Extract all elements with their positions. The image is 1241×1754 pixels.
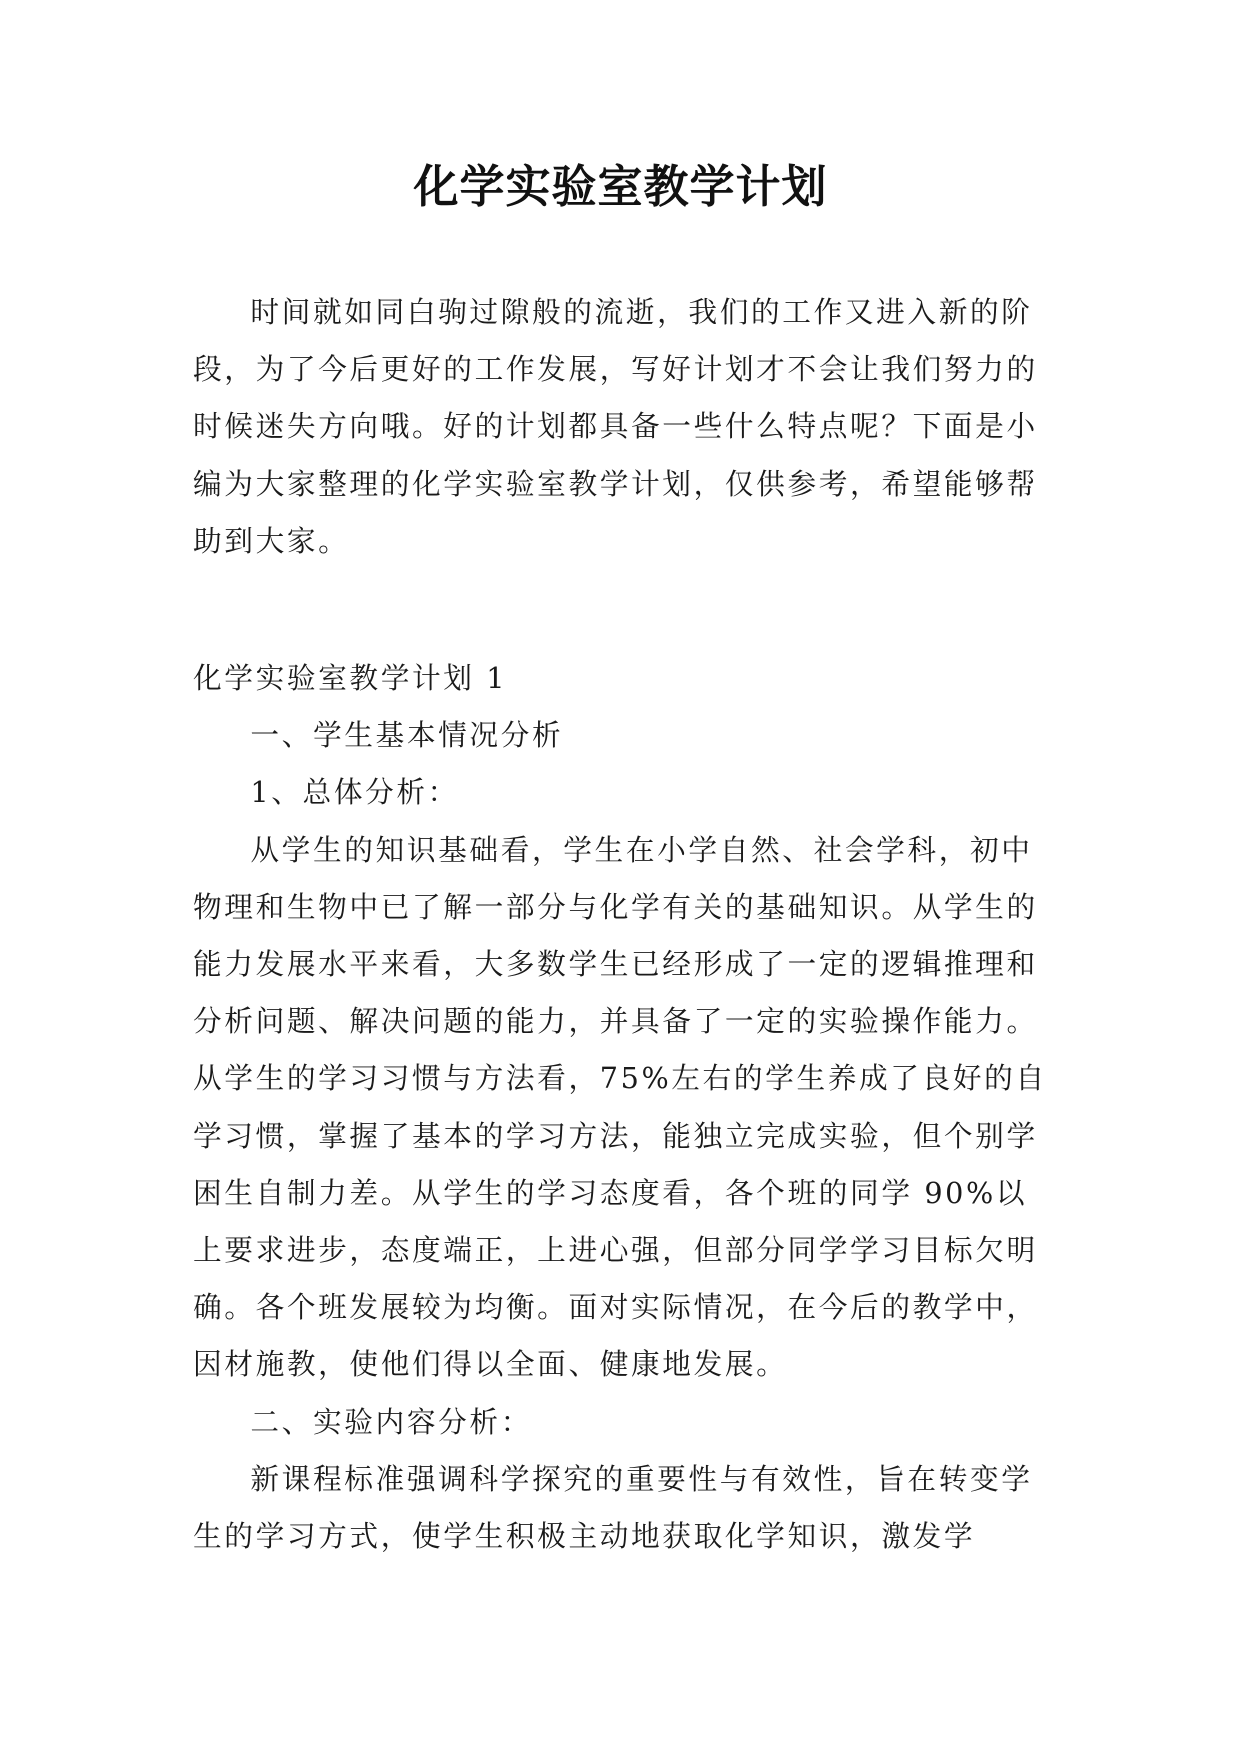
section-spacer: [193, 570, 1053, 650]
paragraph-experiment-content: 新课程标准强调科学探究的重要性与有效性，旨在转变学生的学习方式，使学生积极主动地获取化学知识，激发学: [193, 1461, 1033, 1554]
subheading-overall-analysis: 1、总体分析：: [250, 775, 459, 810]
intro-paragraph: 时间就如同白驹过隙般的流逝，我们的工作又进入新的阶段，为了今后更好的工作发展，写好计划才不会让我们努力的时候迷失方向哦。好的计划都具备一些什么特点呢？下面是小编为大家整理的化学实验室教学计划，仅供参考，希望能够帮助到大家。: [193, 295, 1038, 558]
heading-student-analysis: 一、学生基本情况分析: [250, 718, 564, 753]
paragraph-student-analysis: 从学生的知识基础看，学生在小学自然、社会学科，初中物理和生物中已了解一部分与化学有关的基础知识。从学生的能力发展水平来看，大多数学生已经形成了一定的逻辑推理和分析问题、解决问题的能力，并具备了一定的实验操作能力。从学生的学习习惯与方法看，75%左右的学生养成了良好的自学习惯，掌握了基本的学习方法，能独立完成实验，但个别学困生自制力差。从学生的学习态度看，各个班的同学 90%以上要求进步，态度端正，上进心强，但部分同学学习目标欠明确。各个班发展较为均衡。面对实际情况，在今后的教学中，因材施教，使他们得以全面、健康地发展。: [193, 832, 1047, 1382]
section-title: 化学实验室教学计划 1: [193, 661, 508, 696]
document-body: [193, 284, 1053, 1565]
heading-experiment-content: 二、实验内容分析：: [250, 1404, 532, 1439]
document-title: 化学实验室教学计划: [413, 160, 828, 213]
